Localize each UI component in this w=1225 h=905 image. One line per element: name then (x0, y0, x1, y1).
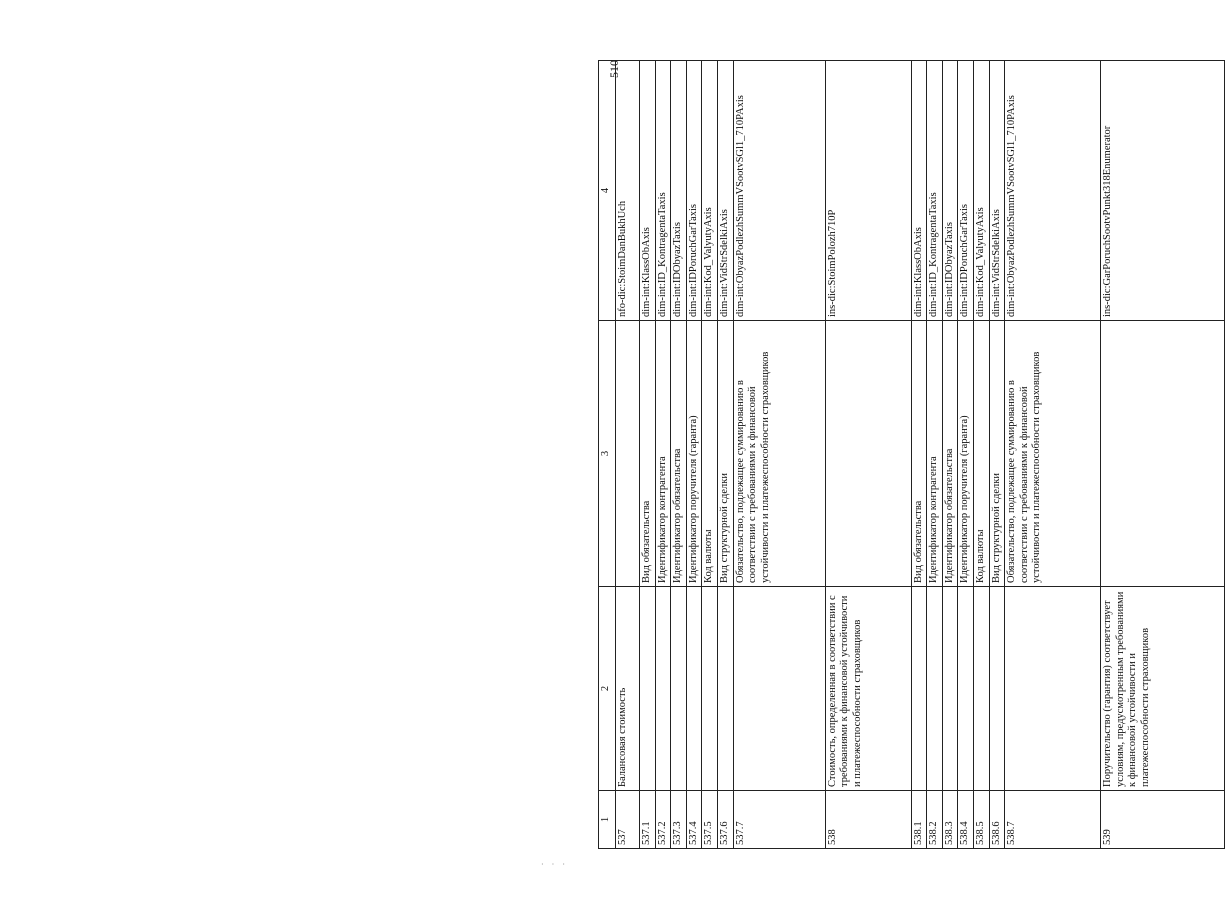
table-cell (1005, 587, 1101, 791)
table-row (1101, 61, 1225, 849)
table-cell: dim-int:ID_KontragentaTaxis (655, 61, 671, 321)
table-cell: 538.6 (989, 791, 1005, 849)
table-cell: 537.1 (640, 791, 656, 849)
table-cell: 538.4 (958, 791, 974, 849)
table-cell: Идентификатор контрагента (655, 321, 671, 587)
table-row (1005, 61, 1101, 849)
table-cell: dim-int:ObyazPodlezhSummVSootvSGl1_710PAxis (1005, 61, 1101, 321)
table-cell (958, 587, 974, 791)
table-row (825, 61, 911, 849)
table-cell: dim-int:IDPoruchGarTaxis (958, 61, 974, 321)
table-cell (989, 587, 1005, 791)
table-cell: Код валюты (973, 321, 989, 587)
table-body (616, 61, 1225, 849)
table-row (640, 61, 656, 849)
header-cell: 3 (599, 321, 616, 587)
table-cell: 537.7 (733, 791, 825, 849)
table-row (911, 61, 927, 849)
table-cell (733, 587, 825, 791)
table-cell: Вид структурной сделки (717, 321, 733, 587)
table-cell (1101, 321, 1225, 587)
table-cell (942, 587, 958, 791)
table-row (616, 61, 640, 849)
table-cell: nfo-dic:StoimDanBukhUch (616, 61, 640, 321)
table-row (717, 61, 733, 849)
table-cell: dim-int:ID_KontragentaTaxis (927, 61, 943, 321)
table-cell: 538.7 (1005, 791, 1101, 849)
table-cell: dim-int:VidStrSdelkiAxis (717, 61, 733, 321)
table-cell: 537 (616, 791, 640, 849)
table-cell (702, 587, 718, 791)
table-row (973, 61, 989, 849)
table-cell: Балансовая стоимость (616, 587, 640, 791)
table-cell: Код валюты (702, 321, 718, 587)
table-cell: 538.1 (911, 791, 927, 849)
table-row (655, 61, 671, 849)
table-cell (640, 587, 656, 791)
table-cell: Вид обязательства (911, 321, 927, 587)
table-cell: 538.2 (927, 791, 943, 849)
table-cell: dim-int:IDObyazTaxis (671, 61, 687, 321)
table-cell: Поручительство (гарантия) соответствует условиям, предусмотренным требованиями к финансовой устойчивости и платежеспособности страховщиков (1101, 587, 1225, 791)
table-row (958, 61, 974, 849)
table-cell (686, 587, 702, 791)
table-cell: 538.3 (942, 791, 958, 849)
table-cell: 539 (1101, 791, 1225, 849)
table-cell: dim-int:IDObyazTaxis (942, 61, 958, 321)
table-cell: 537.6 (717, 791, 733, 849)
table-cell: Идентификатор обязательства (942, 321, 958, 587)
table-cell: dim-int:KlassObAxis (911, 61, 927, 321)
table-cell (973, 587, 989, 791)
table-cell: dim-int:IDPoruchGarTaxis (686, 61, 702, 321)
table-row (989, 61, 1005, 849)
table-cell: dim-int:ObyazPodlezhSummVSootvSGl1_710PAxis (733, 61, 825, 321)
table-cell: ins-dic:StoimPolozh710P (825, 61, 911, 321)
table-cell: Идентификатор поручителя (гаранта) (958, 321, 974, 587)
table-cell: Вид обязательства (640, 321, 656, 587)
table-row (733, 61, 825, 849)
table-row (942, 61, 958, 849)
table-header-row (599, 61, 616, 849)
corner-marks: · · · (541, 860, 568, 869)
table-cell: dim-int:Kod_ValyutyAxis (973, 61, 989, 321)
table-cell: Обязательство, подлежащее суммированию в соответствии с требованиями к финансовой устойчивости и платежеспособности страховщиков (733, 321, 825, 587)
table-cell: Стоимость, определенная в соответствии с требованиями к финансовой устойчивости и платежеспособности страховщиков (825, 587, 911, 791)
table-row (686, 61, 702, 849)
data-table (598, 60, 1225, 849)
table-cell: ins-dic:GarPoruchSootvPunkt318Enumerator (1101, 61, 1225, 321)
table-cell: 537.5 (702, 791, 718, 849)
header-cell: 1 (599, 791, 616, 849)
header-cell: 4 (599, 61, 616, 321)
table-cell: 538.5 (973, 791, 989, 849)
page-number: 510 (607, 60, 621, 78)
table-cell (671, 587, 687, 791)
table-cell (927, 587, 943, 791)
table-cell (655, 587, 671, 791)
table-cell: 537.4 (686, 791, 702, 849)
table-cell: dim-int:Kod_ValyutyAxis (702, 61, 718, 321)
table-cell (717, 587, 733, 791)
table-row (671, 61, 687, 849)
table-cell: Идентификатор обязательства (671, 321, 687, 587)
table-cell: Вид структурной сделки (989, 321, 1005, 587)
table-row (927, 61, 943, 849)
table-cell (911, 587, 927, 791)
table-cell: dim-int:VidStrSdelkiAxis (989, 61, 1005, 321)
table-cell: 537.3 (671, 791, 687, 849)
table-row (702, 61, 718, 849)
table-cell: dim-int:KlassObAxis (640, 61, 656, 321)
table-cell: Идентификатор поручителя (гаранта) (686, 321, 702, 587)
table-cell: 537.2 (655, 791, 671, 849)
table-cell: Идентификатор контрагента (927, 321, 943, 587)
table-cell (825, 321, 911, 587)
table-cell: Обязательство, подлежащее суммированию в соответствии с требованиями к финансовой устойчивости и платежеспособности страховщиков (1005, 321, 1101, 587)
table-cell: 538 (825, 791, 911, 849)
rotated-table-wrapper (598, 61, 1151, 849)
table-cell (616, 321, 640, 587)
header-cell: 2 (599, 587, 616, 791)
